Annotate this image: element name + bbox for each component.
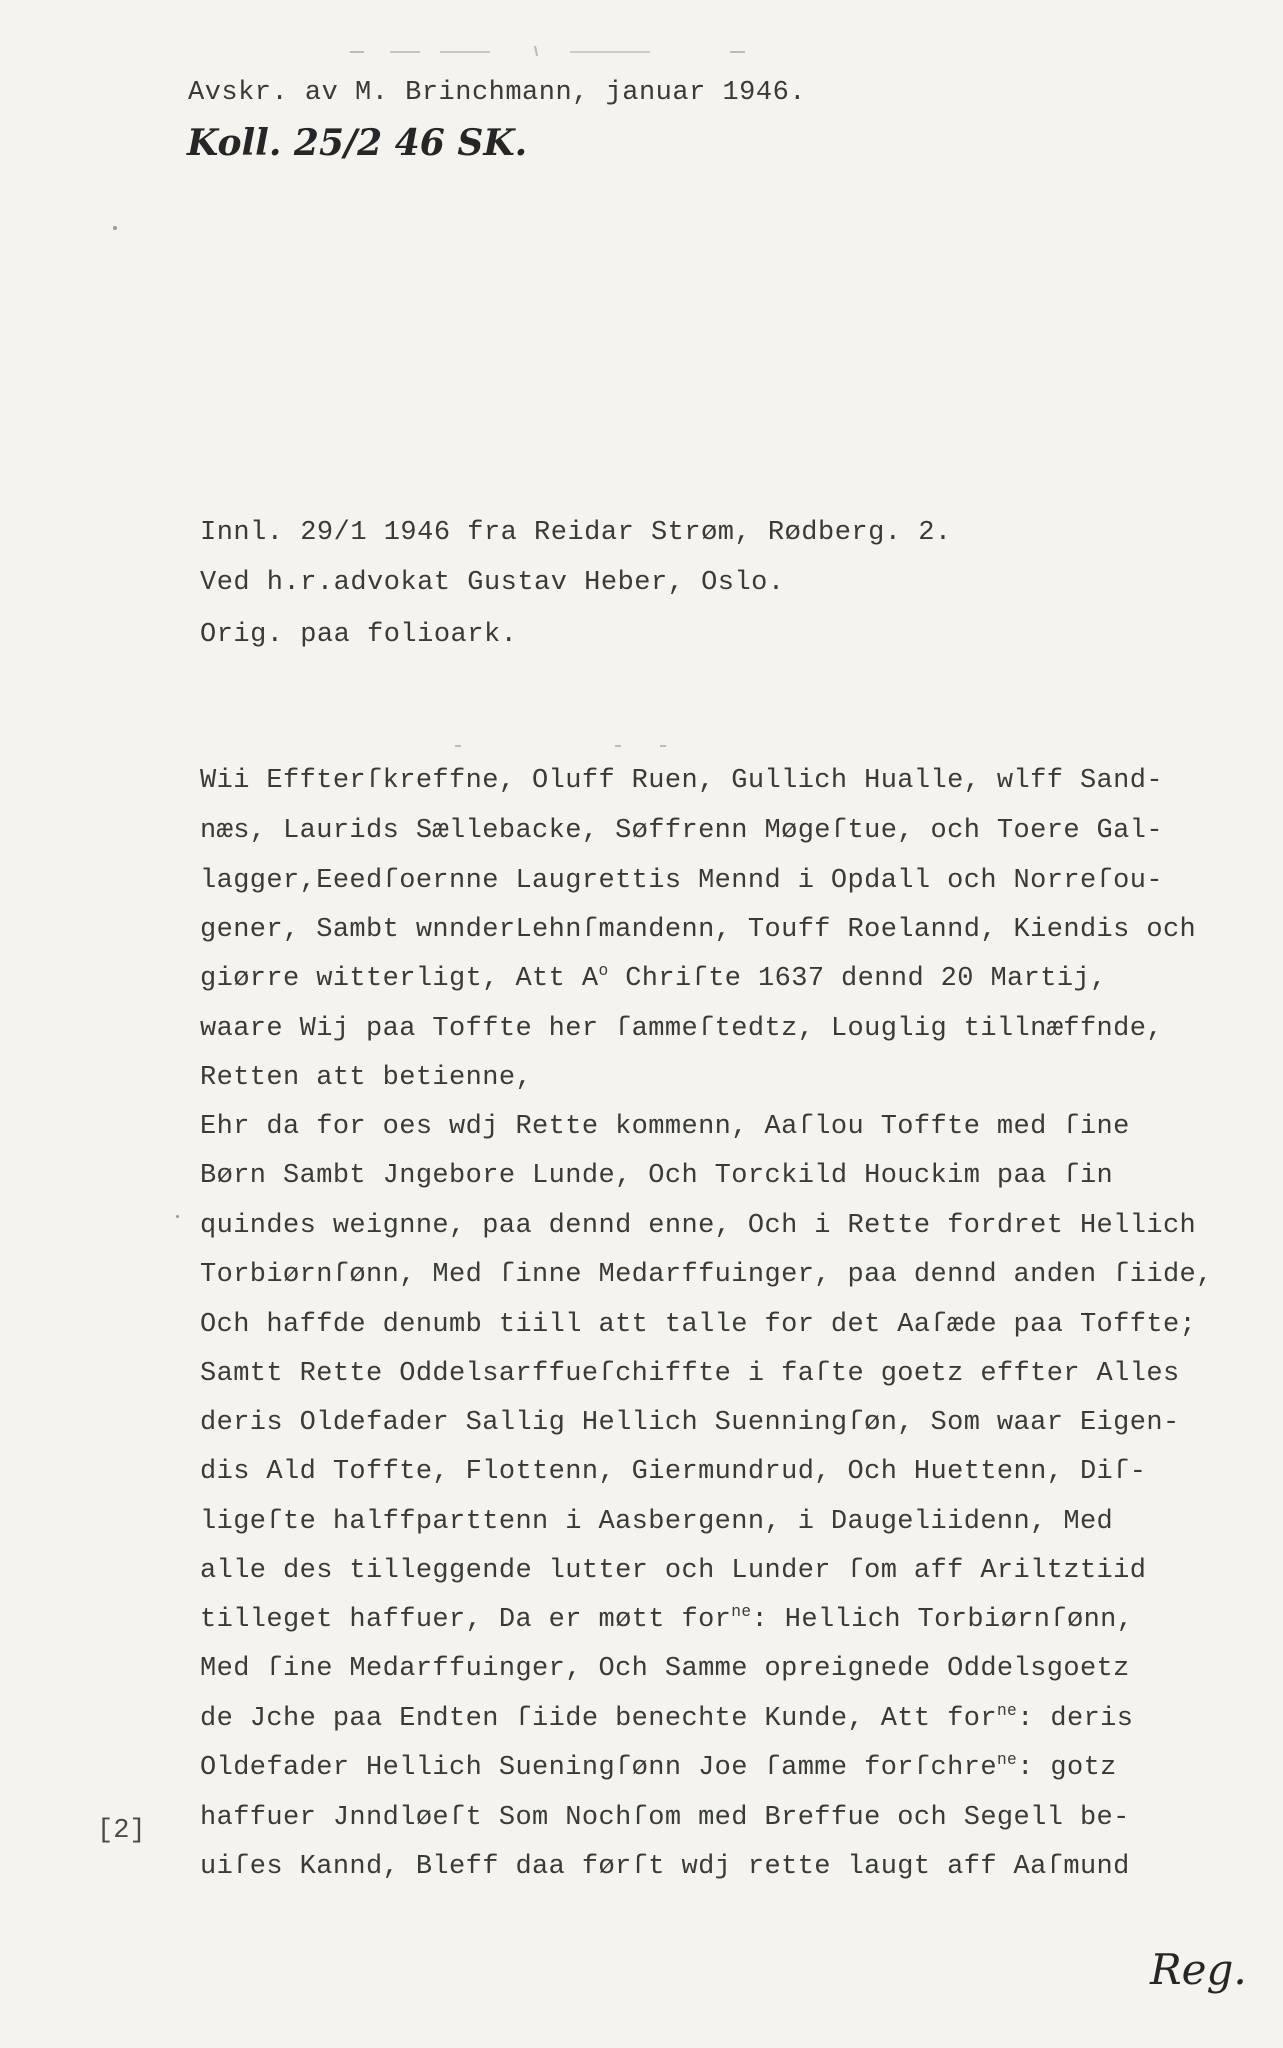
faint-top-marks [350, 40, 750, 60]
document-line: lagger,Eeedſoernne Laugrettis Mennd i Opdall och Norreſou- [200, 866, 1163, 896]
document-line: giørre witterligt, Att $A^o$ Chriſte 1637 dennd 20 Martij, [200, 962, 1107, 994]
speck [176, 1215, 179, 1218]
speck [113, 226, 117, 230]
intake-line: Ved h.r.advokat Gustav Heber, Oslo. [200, 568, 785, 598]
document-line: tilleget haffuer, Da er møtt for$^{ne}$: Hellich Torbiørnſønn, [200, 1603, 1134, 1635]
intake-line: Innl. 29/1 1946 fra Reidar Strøm, Rødberg. 2. [200, 518, 952, 548]
document-line: ligeſte halffparttenn i Aasbergenn, i Daugeliidenn, Med [200, 1507, 1114, 1537]
document-line: waare Wij paa Toffte her ſammeſtedtz, Louglig tillnæffnde, [200, 1014, 1163, 1044]
collection-stamp-handwritten: Koll. 25/2 46 SK. [187, 122, 528, 164]
faint-marks [455, 740, 675, 752]
document-line: Samtt Rette Oddelsarffueſchiffte i faſte goetz effter Alles [200, 1359, 1180, 1389]
document-line: Med ſine Medarffuinger, Och Samme opreignede Oddelsgoetz [200, 1654, 1130, 1684]
document-line: Torbiørnſønn, Med ſinne Medarffuinger, paa dennd anden ſiide, [200, 1260, 1213, 1290]
intake-line: Orig. paa folioark. [200, 620, 518, 650]
document-line: uiſes Kannd, Bleff daa førſt wdj rette laugt aff Aaſmund [200, 1852, 1130, 1882]
document-line: de Jche paa Endten ſiide benechte Kunde, Att for$^{ne}$: deris [200, 1702, 1134, 1734]
document-line: Retten att betienne, [200, 1063, 533, 1093]
document-line: alle des tilleggende lutter och Lunder ſom aff Ariltztiid [200, 1556, 1147, 1586]
document-line: næs, Laurids Sællebacke, Søffrenn Møgeſtue, och Toere Gal- [200, 816, 1163, 846]
document-line: dis Ald Toffte, Flottenn, Giermundrud, Och Huettenn, Diſ- [200, 1457, 1147, 1487]
page-marker: [2] [97, 1816, 146, 1846]
document-line: haffuer Jnndløeſt Som Nochſom med Breffue och Segell be- [200, 1803, 1130, 1833]
handwritten-signature: Reg. [1150, 1945, 1247, 1994]
document-line: gener, Sambt wnnderLehnſmandenn, Touff Roelannd, Kiendis och [200, 915, 1197, 945]
document-line: Ehr da for oes wdj Rette kommenn, Aaſlou Toffte med ſine [200, 1112, 1130, 1142]
transcription-note: Avskr. av M. Brinchmann, januar 1946. [188, 78, 806, 108]
document-line: Och haffde denumb tiill att talle for det Aaſæde paa Toffte; [200, 1310, 1197, 1340]
document-line: Oldefader Hellich Sueningſønn Joe ſamme forſchre$^{ne}$: gotz [200, 1751, 1117, 1783]
document-line: deris Oldefader Sallig Hellich Suenningſøn, Som waar Eigen- [200, 1408, 1180, 1438]
document-line: quindes weignne, paa dennd enne, Och i Rette fordret Hellich [200, 1211, 1197, 1241]
document-line: Wii Effterſkreffne, Oluff Ruen, Gullich Hualle, wlff Sand- [200, 766, 1163, 796]
document-line: Børn Sambt Jngebore Lunde, Och Torckild Houckim paa ſin [200, 1161, 1114, 1191]
